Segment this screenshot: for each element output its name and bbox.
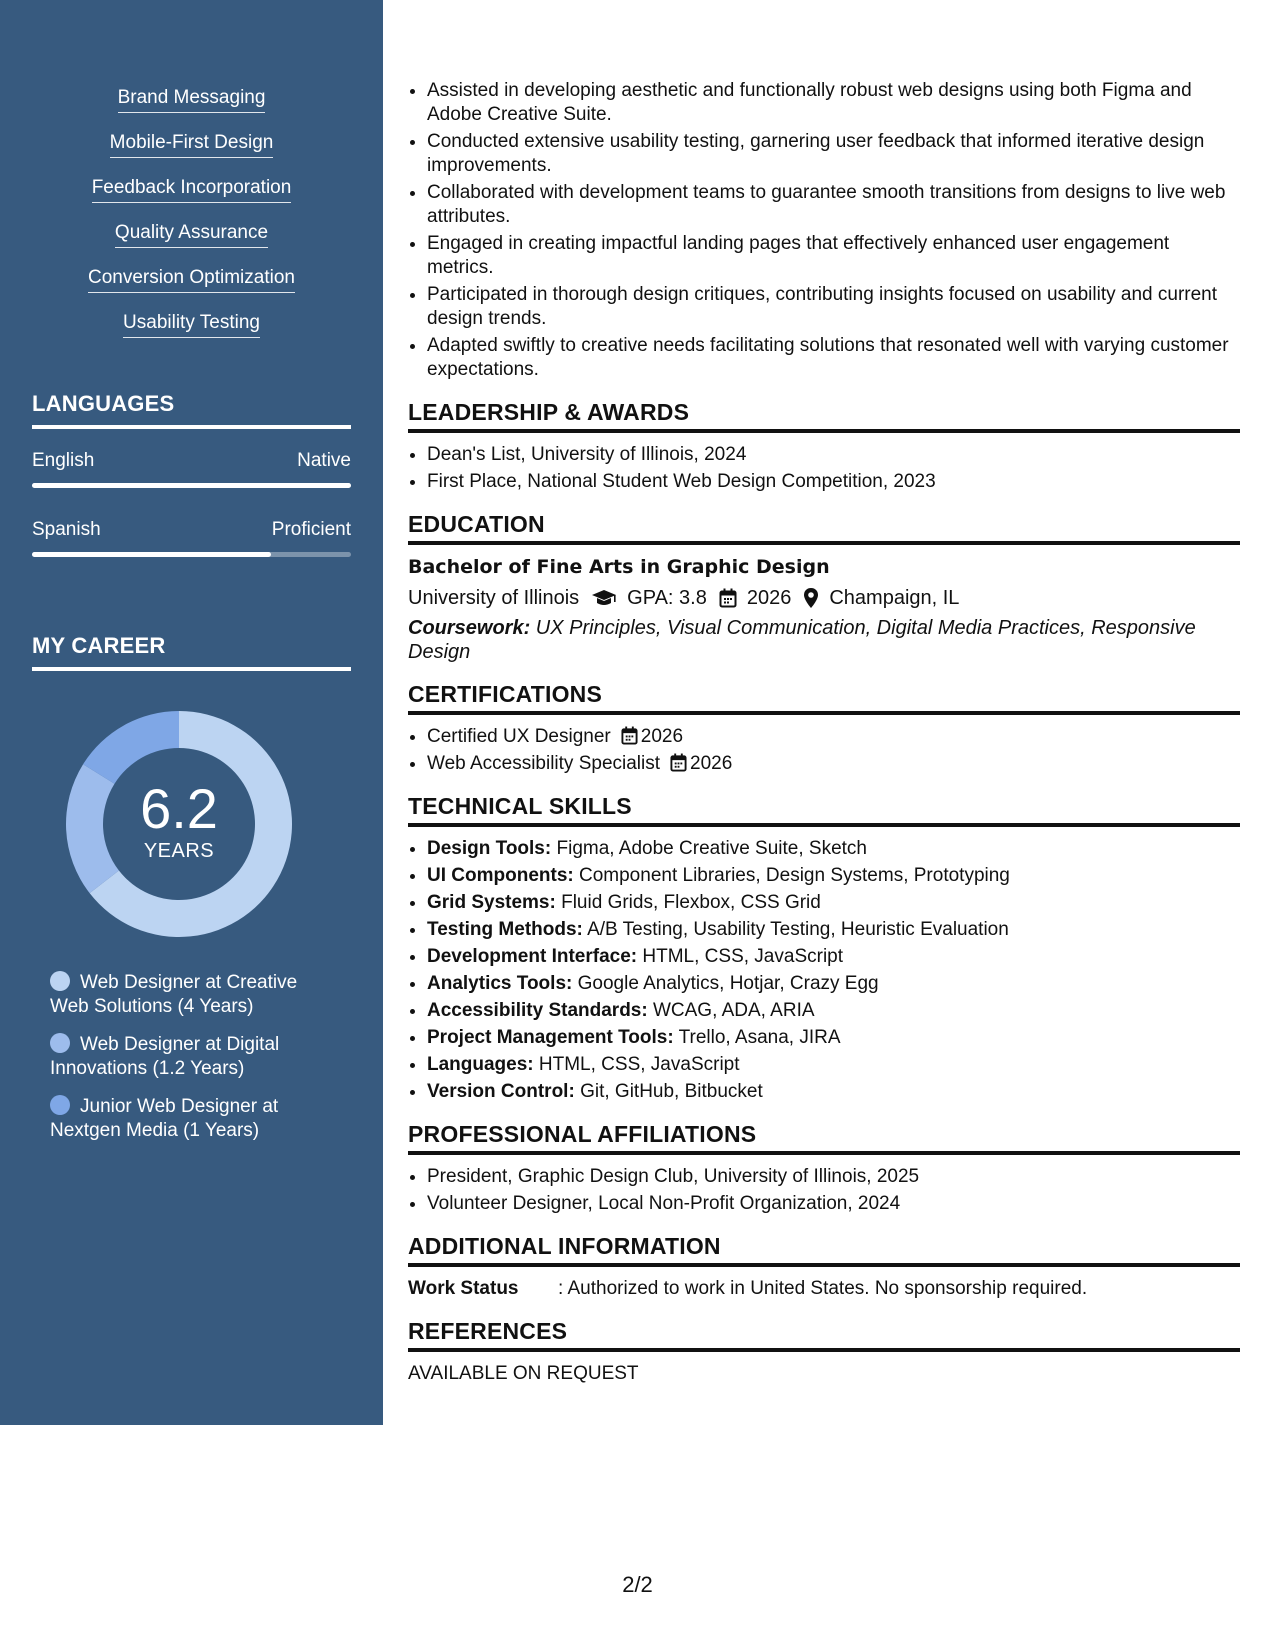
language-bar-fill <box>32 483 351 488</box>
work-status-value: : Authorized to work in United States. No sponsorship required. <box>558 1278 1088 1299</box>
calendar-icon <box>670 753 687 772</box>
certification-item <box>427 725 1240 749</box>
affiliation-item: • Volunteer Designer, Local Non-Profit Organization, 2024 <box>427 1192 1240 1216</box>
experience-bullet: • Conducted extensive usability testing, garnering user feedback that informed iterative design improvements. <box>427 130 1240 178</box>
award-item: • Dean's List, University of Illinois, 2024 <box>427 443 1240 467</box>
skill-label: Accessibility Standards: <box>427 1000 648 1021</box>
language-name: Spanish <box>32 519 101 540</box>
skill-value: HTML, CSS, JavaScript <box>637 946 844 967</box>
section-heading: LEADERSHIP & AWARDS <box>408 398 1240 433</box>
career-label: Junior Web Designer at Nextgen Media (1 Years) <box>50 1096 279 1141</box>
experience-bullet: • Engaged in creating impactful landing pages that effectively enhanced user engagement metrics. <box>427 232 1240 280</box>
skill-label: UI Components: <box>427 865 574 886</box>
sidebar <box>0 0 383 1425</box>
career-label: Web Designer at Creative Web Solutions (4 Years) <box>50 972 298 1017</box>
section-heading: PROFESSIONAL AFFILIATIONS <box>408 1120 1240 1155</box>
career-legend-item <box>50 971 340 1019</box>
skill-value: Git, GitHub, Bitbucket <box>574 1081 763 1102</box>
education-meta <box>408 584 1240 612</box>
languages-heading: LANGUAGES <box>32 391 351 429</box>
skill-item <box>427 945 1240 969</box>
certification-name: Web Accessibility Specialist <box>427 753 661 774</box>
skills-list <box>0 86 383 356</box>
coursework-label: Coursework: <box>408 617 531 639</box>
career-legend-item <box>50 1095 340 1143</box>
work-status-label: Work Status <box>408 1278 519 1299</box>
leadership-section <box>408 398 1240 494</box>
skill-label: Analytics Tools: <box>427 973 573 994</box>
graduation-year: 2026 <box>746 587 792 609</box>
skill-tag: Mobile-First Design <box>110 131 274 158</box>
experience-bullet: • Participated in thorough design critiques, contributing insights focused on usability and current design trends. <box>427 283 1240 331</box>
legend-dot-icon <box>50 971 70 991</box>
skill-tag: Quality Assurance <box>115 221 268 248</box>
experience-bullet: • Collaborated with development teams to guarantee smooth transitions from designs to live web attributes. <box>427 181 1240 229</box>
affiliations-section <box>408 1120 1240 1216</box>
language-bar <box>32 552 351 557</box>
skill-item <box>427 999 1240 1023</box>
technical-skills-section <box>408 792 1240 1104</box>
career-total-unit: YEARS <box>143 840 215 862</box>
skill-value: A/B Testing, Usability Testing, Heuristic Evaluation <box>582 919 1009 940</box>
gpa-value: GPA: 3.8 <box>627 587 707 609</box>
coursework-list: UX Principles, Visual Communication, Digital Media Practices, Responsive Design <box>408 617 1196 663</box>
school-name: University of Illinois <box>408 587 580 609</box>
career-legend <box>50 971 340 1157</box>
language-bar <box>32 483 351 488</box>
experience-bullets <box>408 79 1240 382</box>
certification-year: 2026 <box>640 726 684 747</box>
award-item: • First Place, National Student Web Design Competition, 2023 <box>427 470 1240 494</box>
references-text: AVAILABLE ON REQUEST <box>408 1363 639 1384</box>
skill-label: Grid Systems: <box>427 892 556 913</box>
affiliation-item: • President, Graphic Design Club, University of Illinois, 2025 <box>427 1165 1240 1189</box>
language-level: Proficient <box>271 519 351 540</box>
degree-title: Bachelor of Fine Arts in Graphic Design <box>408 556 830 578</box>
skill-item <box>427 972 1240 996</box>
skill-label: Version Control: <box>427 1081 575 1102</box>
education-section <box>408 510 1240 664</box>
career-total-value: 6.2 <box>140 777 218 840</box>
skill-item <box>427 864 1240 888</box>
school-location: Champaign, IL <box>829 587 960 609</box>
skill-tag: Usability Testing <box>123 311 260 338</box>
skill-value: HTML, CSS, JavaScript <box>533 1054 740 1075</box>
section-heading: ADDITIONAL INFORMATION <box>408 1232 1240 1267</box>
experience-bullet: • Assisted in developing aesthetic and functionally robust web designs using both Figma and Adobe Creative Suite. <box>427 79 1240 127</box>
language-item <box>32 518 351 557</box>
skill-item <box>427 918 1240 942</box>
certifications-section <box>408 680 1240 776</box>
skill-label: Languages: <box>427 1054 534 1075</box>
skill-label: Design Tools: <box>427 838 552 859</box>
language-bar-fill <box>32 552 271 557</box>
references-section <box>408 1317 1240 1386</box>
career-legend-item <box>50 1033 340 1081</box>
language-name: English <box>32 450 95 471</box>
language-item <box>32 449 351 488</box>
skill-value: WCAG, ADA, ARIA <box>647 1000 815 1021</box>
skill-value: Google Analytics, Hotjar, Crazy Egg <box>572 973 879 994</box>
section-heading: CERTIFICATIONS <box>408 680 1240 715</box>
legend-dot-icon <box>50 1095 70 1115</box>
skill-label: Development Interface: <box>427 946 638 967</box>
skill-label: Project Management Tools: <box>427 1027 674 1048</box>
skill-tag: Conversion Optimization <box>88 266 295 293</box>
skill-item <box>427 1026 1240 1050</box>
skill-value: Trello, Asana, JIRA <box>673 1027 841 1048</box>
skill-value: Figma, Adobe Creative Suite, Sketch <box>551 838 867 859</box>
skill-item <box>427 837 1240 861</box>
section-heading: EDUCATION <box>408 510 1240 545</box>
certification-year: 2026 <box>690 753 733 774</box>
calendar-icon <box>719 588 737 608</box>
section-heading: TECHNICAL SKILLS <box>408 792 1240 827</box>
skill-tag: Feedback Incorporation <box>92 176 292 203</box>
certification-name: Certified UX Designer <box>427 726 611 747</box>
main-content <box>408 79 1240 1386</box>
calendar-icon <box>621 726 638 745</box>
section-heading: REFERENCES <box>408 1317 1240 1352</box>
language-level: Native <box>297 450 351 471</box>
location-pin-icon <box>803 587 819 609</box>
additional-info-section <box>408 1232 1240 1301</box>
coursework <box>408 616 1240 664</box>
page-number: 2/2 <box>622 1572 653 1597</box>
career-heading: MY CAREER <box>32 633 351 671</box>
skill-value: Component Libraries, Design Systems, Prototyping <box>573 865 1010 886</box>
graduation-cap-icon <box>591 588 617 608</box>
experience-bullet: • Adapted swiftly to creative needs facilitating solutions that resonated well with varying customer expectations. <box>427 334 1240 382</box>
skill-value: Fluid Grids, Flexbox, CSS Grid <box>555 892 821 913</box>
certification-item <box>427 752 1240 776</box>
work-status-row <box>408 1277 1240 1301</box>
skill-item <box>427 891 1240 915</box>
skill-item <box>427 1053 1240 1077</box>
career-label: Web Designer at Digital Innovations (1.2 Years) <box>50 1034 280 1079</box>
skill-tag: Brand Messaging <box>118 86 266 113</box>
legend-dot-icon <box>50 1033 70 1053</box>
career-total <box>66 711 292 937</box>
skill-item <box>427 1080 1240 1104</box>
skill-label: Testing Methods: <box>427 919 583 940</box>
